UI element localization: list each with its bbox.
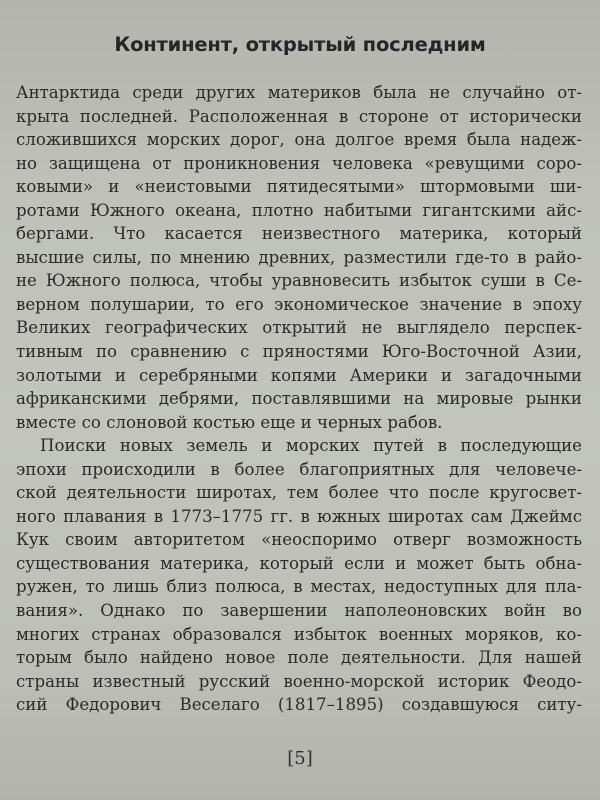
text-line: страны известный русский военно-морской историк Феодо- <box>16 671 582 691</box>
paragraph-2 <box>16 434 582 717</box>
cut-off-previous-line <box>20 0 580 7</box>
page-number: [5] <box>287 748 313 769</box>
paragraph-1 <box>16 81 582 434</box>
text-line: африканскими дебрями, поставлявшими на мировые рынки <box>16 389 582 409</box>
text-line: вания». Однако по завершении наполеоновских войн во <box>16 601 582 621</box>
text-line: эпохи происходили в более благоприятных для человече- <box>16 459 582 479</box>
text-line: существования материка, который если и может быть обна- <box>16 553 582 573</box>
text-line: ковыми» и «неистовыми пятидесятыми» штормовыми ши- <box>16 177 582 197</box>
text-line: вместе со слоновой костью еще и черных рабов. <box>16 412 443 432</box>
text-line: Великих географических открытий не выглядело перспек- <box>16 318 582 338</box>
text-line: сий Федорович Веселаго (1817–1895) создавшуюся ситу- <box>16 695 582 715</box>
text-line: крыта последней. Расположенная в стороне от исторически <box>16 106 582 126</box>
text-line: тивным по сравнению с пряностями Юго-Восточной Азии, <box>16 342 582 362</box>
text-line: высшие силы, по мнению древних, разместили где-то в райо- <box>16 247 582 267</box>
text-line: Антарктида среди других материков была не случайно от- <box>16 83 582 102</box>
text-line: многих странах образовался избыток военных моряков, ко- <box>16 624 582 644</box>
text-line: золотыми и серебряными копями Америки и загадочными <box>16 365 582 385</box>
text-line: не Южного полюса, чтобы уравновесить избыток суши в Се- <box>16 271 582 291</box>
text-line: ного плавания в 1773–1775 гг. в южных широтах сам Джеймс <box>16 506 582 526</box>
text-line: верном полушарии, то его экономическое значение в эпоху <box>16 294 582 314</box>
text-line: Поиски новых земель и морских путей в последующие <box>40 436 582 456</box>
text-line: Кук своим авторитетом «неоспоримо отверг возможность <box>16 530 582 550</box>
text-line: ротами Южного океана, плотно набитыми гигантскими айс- <box>16 200 582 220</box>
chapter-title: Континент, открытый последним <box>114 33 486 56</box>
body-text <box>16 81 582 717</box>
text-line: сложившихся морских дорог, она долгое время была надеж- <box>16 130 582 150</box>
text-line: но защищена от проникновения человека «ревущими соро- <box>16 153 582 173</box>
text-line: бергами. Что касается неизвестного материка, который <box>16 224 582 244</box>
text-line: торым было найдено новое поле деятельности. Для нашей <box>16 648 582 668</box>
text-line: ской деятельности широтах, тем более что после кругосвет- <box>16 483 582 503</box>
text-line: ружен, то лишь близ полюса, в местах, недоступных для пла- <box>16 577 582 597</box>
